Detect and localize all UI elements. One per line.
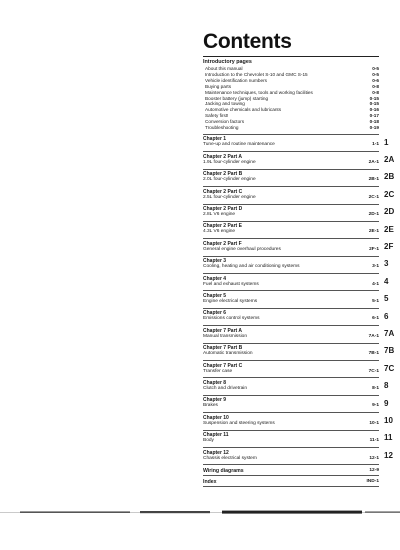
chapter-title: Chapter 5 bbox=[203, 292, 227, 299]
chapter-page: 9-1 bbox=[372, 403, 379, 409]
chapter-page: 7C-1 bbox=[368, 368, 379, 374]
chapter-description: Manual transmission bbox=[203, 333, 247, 339]
intro-entry-label: Introduction to the Chevrolet S-10 and GMC S-15 bbox=[205, 71, 308, 77]
intro-entry-page: 0-8 bbox=[372, 83, 379, 89]
chapter-title: Chapter 1 bbox=[203, 136, 227, 143]
chapter-entry[interactable] bbox=[203, 221, 379, 238]
chapter-entry[interactable] bbox=[203, 273, 379, 290]
intro-entry-page: 0-8 bbox=[372, 89, 379, 95]
chapter-entry[interactable] bbox=[203, 151, 379, 168]
intro-entry-page: 0-19 bbox=[369, 125, 379, 131]
intro-entry-label: Automotive chemicals and lubricants bbox=[205, 107, 282, 113]
chapter-description: Tune-up and routine maintenance bbox=[203, 142, 275, 148]
chapter-tab-marker[interactable]: 4 bbox=[384, 276, 389, 286]
intro-entry-label: Buying parts bbox=[205, 83, 232, 89]
chapter-entry[interactable] bbox=[203, 169, 379, 186]
chapter-entry[interactable] bbox=[203, 134, 379, 151]
intro-list bbox=[203, 66, 379, 131]
chapter-title: Chapter 12 bbox=[203, 449, 229, 456]
intro-entry-label: Booster battery (jump) starting bbox=[205, 95, 269, 101]
chapter-page: 7A-1 bbox=[368, 333, 379, 339]
intro-entry-label: About this manual bbox=[205, 66, 243, 71]
chapter-title: Chapter 2 Part E bbox=[203, 223, 242, 230]
chapter-tab-marker[interactable]: 2C bbox=[384, 189, 395, 199]
chapter-entry[interactable] bbox=[203, 186, 379, 203]
chapter-title: Chapter 2 Part D bbox=[203, 206, 243, 213]
chapter-title: Chapter 2 Part F bbox=[203, 240, 242, 247]
chapter-title: Chapter 2 Part A bbox=[203, 153, 242, 160]
extra-page: IND-1 bbox=[366, 478, 379, 484]
chapter-title: Chapter 8 bbox=[203, 379, 227, 386]
chapter-entry[interactable] bbox=[203, 395, 379, 412]
chapter-entry[interactable] bbox=[203, 204, 379, 221]
chapter-description: Transfer case bbox=[203, 368, 233, 374]
chapter-entry[interactable] bbox=[203, 238, 379, 255]
chapter-page: 6-1 bbox=[372, 316, 379, 322]
chapter-tab-marker[interactable]: 8 bbox=[384, 381, 389, 391]
intro-entry-label: Conversion factors bbox=[205, 119, 245, 125]
chapter-tab-marker[interactable]: 2B bbox=[384, 172, 395, 182]
chapter-tab-marker[interactable]: 12 bbox=[384, 450, 393, 460]
chapter-tab-marker[interactable]: 10 bbox=[384, 415, 393, 425]
chapter-page: 7B-1 bbox=[368, 351, 379, 357]
chapter-description: Suspension and steering systems bbox=[203, 420, 275, 426]
chapter-tab-marker[interactable]: 7B bbox=[384, 346, 395, 356]
extra-label: Wiring diagrams bbox=[203, 467, 244, 474]
bottom-rule bbox=[203, 486, 379, 487]
chapter-tab-marker[interactable]: 7C bbox=[384, 363, 395, 373]
chapter-title: Chapter 4 bbox=[203, 275, 227, 282]
intro-entry-label: Vehicle identification numbers bbox=[205, 77, 268, 83]
chapter-title: Chapter 11 bbox=[203, 432, 229, 439]
chapter-tab-marker[interactable]: 3 bbox=[384, 259, 389, 269]
chapter-description: Engine electrical systems bbox=[203, 298, 258, 304]
chapter-description: Cooling, heating and air conditioning systems bbox=[203, 264, 300, 270]
chapter-description: Chassis electrical system bbox=[203, 455, 257, 461]
chapter-page: 2A-1 bbox=[368, 159, 379, 165]
introductory-section bbox=[203, 57, 379, 134]
chapter-tab-marker[interactable]: 9 bbox=[384, 398, 389, 408]
chapter-tab-marker[interactable]: 2A bbox=[384, 155, 395, 165]
extra-entry[interactable] bbox=[203, 475, 379, 486]
chapter-description: 1.9L four-cylinder engine bbox=[203, 159, 256, 165]
chapter-page: 4-1 bbox=[372, 281, 379, 287]
table-of-contents bbox=[203, 56, 379, 487]
scan-edge-bar bbox=[0, 510, 400, 516]
intro-entry[interactable] bbox=[203, 125, 379, 131]
intro-entry-page: 0-18 bbox=[369, 119, 379, 125]
chapter-description: Body bbox=[203, 438, 214, 444]
chapter-page: 11-1 bbox=[369, 438, 379, 444]
chapter-entry[interactable] bbox=[203, 325, 379, 342]
chapter-description: 2.8L V6 engine bbox=[203, 212, 236, 218]
chapter-description: 4.3L V6 engine bbox=[203, 229, 236, 235]
chapter-description: Brakes bbox=[203, 403, 218, 409]
chapter-title: Chapter 9 bbox=[203, 397, 227, 404]
extras-list bbox=[203, 464, 379, 486]
chapter-page: 2B-1 bbox=[368, 177, 379, 183]
chapter-entry[interactable] bbox=[203, 377, 379, 394]
chapter-page: 2E-1 bbox=[368, 229, 379, 235]
intro-entry-label: Safety first! bbox=[205, 113, 229, 119]
chapter-tab-marker[interactable]: 5 bbox=[384, 294, 389, 304]
chapter-page: 8-1 bbox=[372, 385, 379, 391]
intro-entry-label: Troubleshooting bbox=[205, 125, 239, 131]
chapter-entry[interactable] bbox=[203, 343, 379, 360]
chapter-page: 2D-1 bbox=[368, 212, 379, 218]
intro-entry-page: 0-6 bbox=[372, 77, 379, 83]
chapter-entry[interactable] bbox=[203, 308, 379, 325]
extra-label: Index bbox=[203, 478, 217, 485]
chapter-title: Chapter 2 Part C bbox=[203, 188, 243, 195]
intro-entry-page: 0-17 bbox=[369, 113, 379, 119]
chapter-title: Chapter 2 Part B bbox=[203, 171, 243, 178]
chapter-page: 1-1 bbox=[372, 142, 379, 148]
chapter-description: Fuel and exhaust systems bbox=[203, 281, 259, 287]
chapter-tab-marker[interactable]: 2E bbox=[384, 224, 394, 234]
chapter-tab-marker[interactable]: 6 bbox=[384, 311, 389, 321]
intro-entry-page: 0-15 bbox=[369, 95, 379, 101]
chapter-entry[interactable] bbox=[203, 256, 379, 273]
page-title: Contents bbox=[203, 30, 292, 53]
intro-entry-page: 0-5 bbox=[372, 66, 379, 71]
intro-entry-page: 0-16 bbox=[369, 107, 379, 113]
chapter-page: 5-1 bbox=[372, 298, 379, 304]
chapter-entry[interactable] bbox=[203, 447, 379, 464]
intro-entry-label: Jacking and towing bbox=[205, 101, 245, 107]
chapter-title: Chapter 7 Part C bbox=[203, 362, 243, 369]
chapter-description: 2.0L four-cylinder engine bbox=[203, 177, 256, 183]
chapter-tab-marker[interactable]: 1 bbox=[384, 137, 389, 147]
intro-entry-page: 0-5 bbox=[372, 71, 379, 77]
chapter-title: Chapter 3 bbox=[203, 258, 227, 265]
chapter-description: Emissions control systems bbox=[203, 316, 260, 322]
chapter-entry[interactable] bbox=[203, 430, 379, 447]
chapter-page: 10-1 bbox=[369, 420, 379, 426]
chapter-entry[interactable] bbox=[203, 290, 379, 307]
chapter-title: Chapter 7 Part A bbox=[203, 327, 242, 334]
chapter-tab-marker[interactable]: 7A bbox=[384, 328, 395, 338]
chapter-list bbox=[203, 134, 379, 464]
chapter-page: 12-1 bbox=[369, 455, 379, 461]
extra-entry[interactable] bbox=[203, 464, 379, 475]
chapter-description: Automatic transmission bbox=[203, 351, 253, 357]
chapter-tab-marker[interactable]: 11 bbox=[384, 433, 393, 443]
chapter-page: 2F-1 bbox=[369, 246, 379, 252]
intro-entry-label: Maintenance techniques, tools and working facilities bbox=[205, 89, 313, 95]
chapter-page: 3-1 bbox=[372, 264, 379, 270]
chapter-title: Chapter 7 Part B bbox=[203, 345, 243, 352]
chapter-description: 2.5L four-cylinder engine bbox=[203, 194, 256, 200]
chapter-tab-marker[interactable]: 2D bbox=[384, 207, 395, 217]
chapter-description: Clutch and drivetrain bbox=[203, 385, 247, 391]
chapter-tab-marker[interactable]: 2F bbox=[384, 242, 394, 251]
chapter-entry[interactable] bbox=[203, 412, 379, 429]
chapter-title: Chapter 6 bbox=[203, 310, 227, 317]
chapter-title: Chapter 10 bbox=[203, 414, 229, 421]
chapter-entry[interactable] bbox=[203, 360, 379, 377]
chapter-description: General engine overhaul procedures bbox=[203, 246, 281, 252]
intro-heading: Introductory pages bbox=[203, 59, 252, 65]
chapter-page: 2C-1 bbox=[368, 194, 379, 200]
intro-entry-page: 0-15 bbox=[369, 101, 379, 107]
extra-page: 12-9 bbox=[369, 467, 379, 473]
